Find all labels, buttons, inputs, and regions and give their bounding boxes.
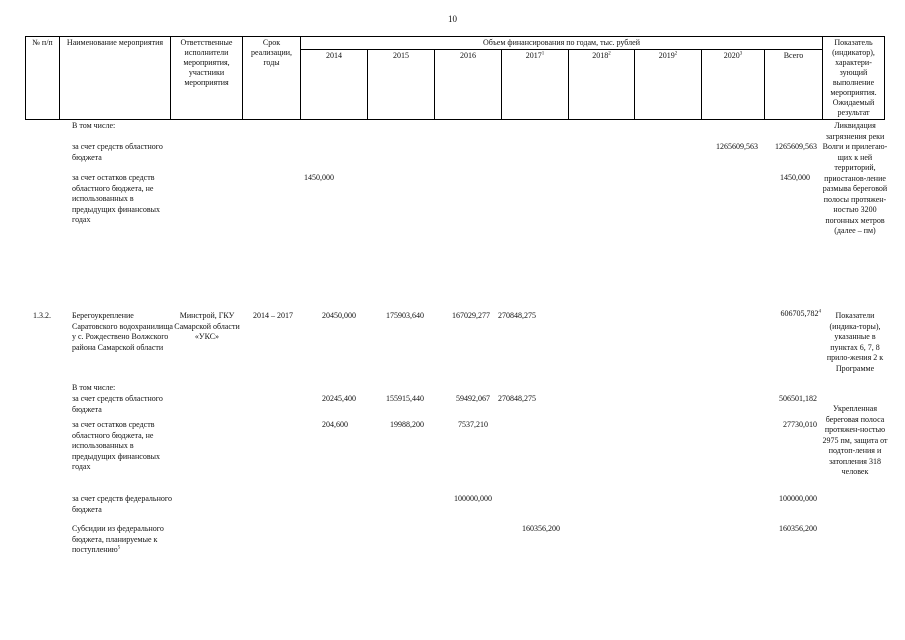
header-year-2017: 2017$^1$	[502, 50, 569, 120]
header-year-2019: 2019$^2$	[635, 50, 702, 120]
block2-r4-label: Субсидии из федерального бюджета, планируемые к поступлению$^5$	[72, 524, 164, 554]
header-term: Срок реализации, годы	[243, 37, 301, 120]
block2-r1-2015: 155915,440	[386, 394, 424, 403]
block2-2014: 20450,000	[322, 311, 356, 320]
block2-in-that: В том числе:	[72, 383, 116, 392]
block2-r1-2016: 59492,067	[456, 394, 490, 403]
header-table	[25, 36, 885, 120]
page-number: 10	[448, 14, 457, 24]
block2-r1-2014: 20245,400	[322, 394, 356, 403]
block2-r2-2014: 204,600	[322, 420, 348, 429]
block2-r1-2017: 270848,275	[498, 394, 536, 403]
header-num: № п/п	[26, 37, 60, 120]
block1-r2-label: за счет остатков средств областного бюджета, не использованных в предыдущих финансовых годах	[72, 173, 160, 224]
block1-r1-total: 1265609,563	[775, 142, 817, 151]
header-indicator: Показатель (индикатор), характери-зующий выполнение мероприятия. Ожидаемый результат	[823, 37, 885, 120]
block2-2017: 270848,275	[498, 311, 536, 320]
block2-r1-total: 506501,182	[779, 394, 817, 403]
block2-indicator1: Показатели (индика-торы), указанные в пунктах 6, 7, 8 прило-жения 2 к Программе	[826, 311, 884, 373]
block2-r3-total: 100000,000	[779, 494, 817, 503]
block2-num: 1.3.2.	[33, 311, 51, 320]
block2-2016: 167029,277	[452, 311, 490, 320]
block1-r2-total: 1450,000	[780, 173, 810, 182]
block2-r3-2016: 100000,000	[454, 494, 492, 503]
block1-r2-2014: 1450,000	[304, 173, 334, 182]
block2-term: 2014 – 2017	[253, 311, 293, 320]
block2-2015: 175903,640	[386, 311, 424, 320]
block1-r1-2020: 1265609,563	[716, 142, 758, 151]
block2-r4-2017: 160356,200	[522, 524, 560, 533]
header-year-2020: 2020$^3$	[702, 50, 765, 120]
header-funding: Объем финансирования по годам, тыс. рублей	[301, 37, 823, 50]
block2-r2-2016: 7537,210	[458, 420, 488, 429]
block2-indicator2: Укрепленная береговая полоса протяжен-ностью 2975 пм, защита от подтоп-ления и затопления 318 человек	[822, 404, 888, 476]
block2-r2-label: за счет остатков средств областного бюджета, не использованных в предыдущих финансовых годах	[72, 420, 160, 471]
block2-r3-label: за счет средств федерального бюджета	[72, 494, 172, 514]
block1-r1-label: за счет средств областного бюджета	[72, 142, 163, 162]
header-year-2015: 2015	[368, 50, 435, 120]
block2-name: Берегоукрепление Саратовского водохранилища у с. Рождествено Волжского района Самарской области	[72, 311, 173, 352]
block2-r2-total: 27730,010	[783, 420, 817, 429]
block2-r1-label: за счет средств областного бюджета	[72, 394, 163, 414]
block2-r2-2015: 19988,200	[390, 420, 424, 429]
header-name: Наименование мероприятия	[60, 37, 171, 120]
block2-exec: Минстрой, ГКУ Самарской области «УКС»	[174, 311, 240, 341]
block2-total: 606705,782$^4$	[780, 309, 821, 318]
header-year-2018: 2018$^2$	[569, 50, 635, 120]
header-year-2016: 2016	[435, 50, 502, 120]
block1-in-that: В том числе:	[72, 121, 116, 130]
block1-indicator: Ликвидация загрязнения реки Волги и прилегаю-щих к ней территорий, приостанов-ление размыва береговой полосы протяжен-ностью 3200 погонных метров (далее – пм)	[822, 121, 888, 235]
header-year-2014: 2014	[301, 50, 368, 120]
header-total: Всего	[765, 50, 823, 120]
block2-r4-total: 160356,200	[779, 524, 817, 533]
header-exec: Ответственные исполнители мероприятия, участники мероприятия	[171, 37, 243, 120]
